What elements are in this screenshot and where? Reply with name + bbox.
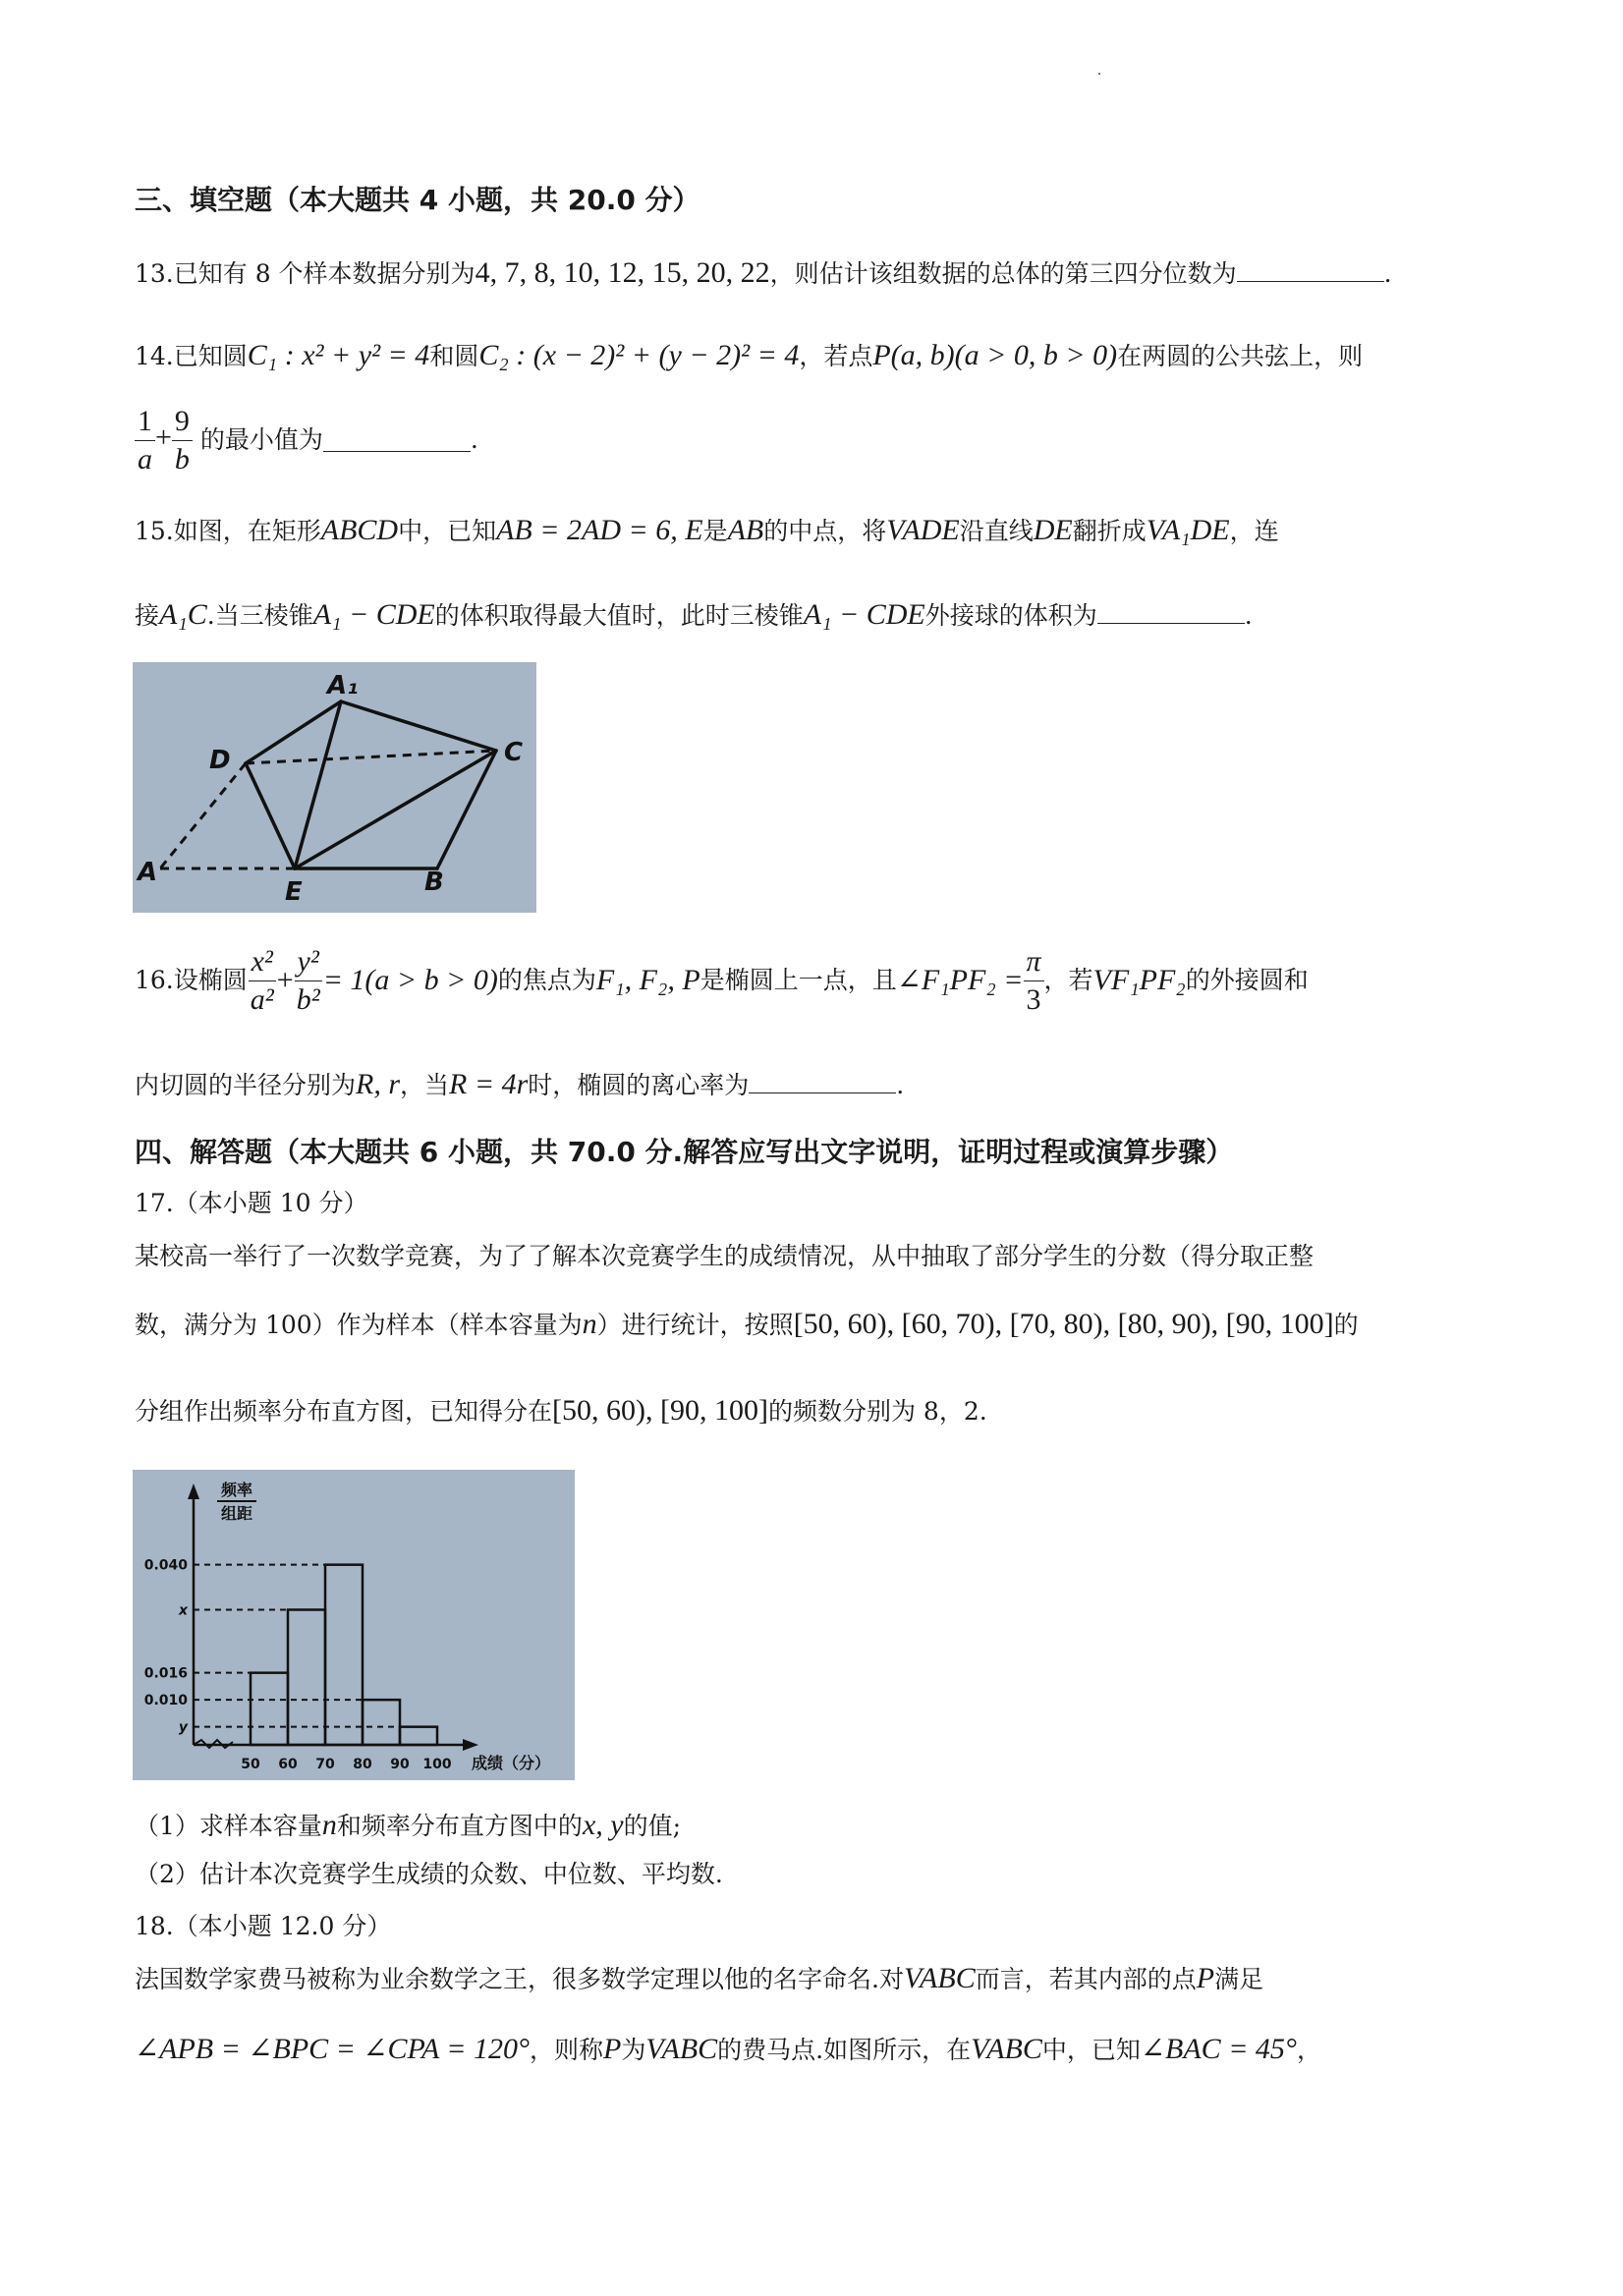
frequency-histogram bbox=[133, 1470, 575, 1780]
question-18-para-2: ∠APB = ∠BPC = ∠CPA = 120°，则称P为VABC的费马点.如图所示，在VABC中，已知∠BAC = 45°， bbox=[135, 2033, 1321, 2065]
bar-2 bbox=[288, 1610, 325, 1746]
x-axis-arrow bbox=[463, 1739, 478, 1751]
label-a1: A₁ bbox=[327, 671, 359, 700]
question-16-line-1: 16.设椭圆 $\frac{\text{x²}}{\text{a²}}$ + $\frac{\text{y²}}{\text{b²}}$ = 1(a > b > 0)的焦点为F₁, F₂, P是椭圆上一点，且∠F₁PF₂ = $\frac{\pi}{3}$ ，若VF₁PF₂的外接圆和 bbox=[135, 943, 1309, 1018]
fold-figure-svg bbox=[133, 662, 536, 913]
x-axis-label: 成绩（分） bbox=[471, 1754, 551, 1772]
question-17-para-2: 数，满分为 100）作为样本（样本容量为n）进行统计，按照[50, 60), [60, 70), [70, 80), [80, 90), [90, 100]的 bbox=[135, 1308, 1359, 1340]
edge-d-e bbox=[246, 763, 295, 868]
question-17-sub-2: （2）估计本次竞赛学生成绩的众数、中位数、平均数. bbox=[135, 1860, 723, 1888]
bar-5 bbox=[400, 1727, 437, 1745]
x-tick-100: 100 bbox=[422, 1757, 452, 1772]
question-17-header: 17.（本小题 10 分） bbox=[135, 1189, 368, 1217]
label-e: E bbox=[285, 877, 303, 907]
fraction-pi-3: $\frac{\pi}{3}$ bbox=[1024, 943, 1044, 1018]
question-15-line-1: 15.如图，在矩形ABCD中，已知AB = 2AD = 6, E是AB的中点，将VADE沿直线DE翻折成VA₁DE，连 bbox=[135, 514, 1279, 546]
question-18-para-1: 法国数学家费马被称为业余数学之王，很多数学定理以他的名字命名.对VABC而言，若其内部的点P满足 bbox=[135, 1962, 1264, 1994]
answer-blank bbox=[1097, 601, 1245, 624]
question-17-para-1: 某校高一举行了一次数学竞赛，为了了解本次竞赛学生的成绩情况，从中抽取了部分学生的分数（得分取正整 bbox=[135, 1242, 1315, 1270]
fraction-y2-b2: $\frac{\text{y²}}{\text{b²}}$ bbox=[294, 943, 323, 1018]
y-tick-4: 0.010 bbox=[143, 1693, 188, 1709]
section-3-heading: 三、填空题（本大题共 4 小题，共 20.0 分） bbox=[135, 184, 700, 216]
section-4-heading: 四、解答题（本大题共 6 小题，共 70.0 分.解答应写出文字说明，证明过程或演算步骤） bbox=[135, 1136, 1234, 1168]
histogram-svg bbox=[133, 1470, 575, 1780]
question-17-sub-1: （1）求样本容量n和频率分布直方图中的x, y的值; bbox=[135, 1809, 682, 1841]
dashed-edge-d-c bbox=[246, 751, 496, 763]
bar-3 bbox=[325, 1565, 363, 1745]
question-13: 13.已知有 8 个样本数据分别为4, 7, 8, 10, 12, 15, 20, 22，则估计该组数据的总体的第三四分位数为 . bbox=[135, 256, 1392, 289]
x-tick-50: 50 bbox=[241, 1757, 260, 1772]
x-tick-60: 60 bbox=[278, 1757, 298, 1772]
x-tick-80: 80 bbox=[353, 1757, 372, 1772]
bar-4 bbox=[363, 1700, 400, 1745]
y-tick-2: x bbox=[178, 1602, 188, 1619]
page-speck bbox=[1098, 73, 1100, 75]
y-axis-arrow bbox=[188, 1484, 199, 1499]
bar-1 bbox=[251, 1673, 288, 1745]
question-14-line-1: 14.已知圆C₁ : x² + y² = 4和圆C₂ : (x − 2)² + (y − 2)² = 4，若点P(a, b)(a > 0, b > 0)在两圆的公共弦上，则 bbox=[135, 339, 1364, 371]
y-tick-3: 0.016 bbox=[143, 1665, 188, 1682]
answer-blank bbox=[323, 429, 471, 452]
x-tick-70: 70 bbox=[315, 1757, 335, 1772]
fraction-1-over-a: $\frac{1}{a}$ bbox=[135, 403, 155, 477]
y-label-bottom: 组距 bbox=[220, 1504, 253, 1523]
fraction-9-over-b: $\frac{9}{b}$ bbox=[172, 403, 193, 477]
question-16-line-2: 内切圆的半径分别为R, r，当R = 4r时，椭圆的离心率为 . bbox=[135, 1068, 905, 1100]
label-a: A bbox=[138, 858, 158, 887]
y-label-top: 频率 bbox=[220, 1481, 253, 1499]
question-15-line-2: 接A₁C.当三棱锥A₁ − CDE的体积取得最大值时，此时三棱锥A₁ − CDE外接球的体积为 . bbox=[135, 598, 1253, 631]
label-c: C bbox=[504, 738, 524, 767]
question-18-header: 18.（本小题 12.0 分） bbox=[135, 1912, 392, 1940]
answer-blank bbox=[749, 1071, 896, 1093]
question-14-line-2: $\frac{1}{a}$ + $\frac{9}{b}$ 的最小值为 . bbox=[135, 403, 478, 477]
x-tick-90: 90 bbox=[390, 1757, 410, 1772]
fraction-x2-a2: $\frac{\text{x²}}{\text{a²}}$ bbox=[248, 943, 277, 1018]
question-17-para-3: 分组作出频率分布直方图，已知得分在[50, 60), [90, 100]的频数分别为 8，2. bbox=[135, 1394, 987, 1427]
fold-figure bbox=[133, 662, 536, 913]
label-b: B bbox=[424, 868, 444, 897]
y-tick-5: y bbox=[178, 1719, 188, 1736]
answer-blank bbox=[1237, 259, 1384, 282]
y-tick-1: 0.040 bbox=[143, 1557, 188, 1574]
dashed-edge-d-a bbox=[160, 763, 246, 868]
label-d: D bbox=[209, 746, 231, 775]
edge-a1-c bbox=[341, 701, 496, 751]
